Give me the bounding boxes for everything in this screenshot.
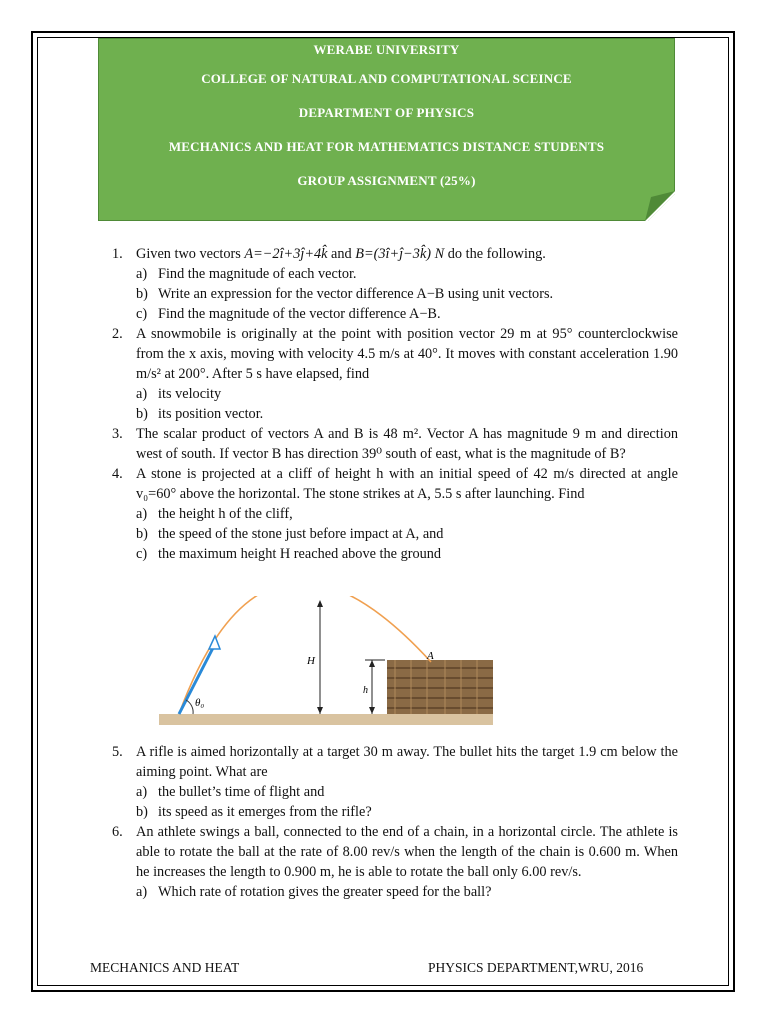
part-text: the height h of the cliff, bbox=[158, 506, 293, 522]
cliff-height-label: h bbox=[363, 685, 368, 696]
question-number: 4. bbox=[112, 466, 123, 482]
q1-part-b bbox=[112, 284, 678, 304]
question-3 bbox=[112, 424, 678, 464]
question-number: 5. bbox=[112, 744, 123, 760]
course-title: MECHANICS AND HEAT FOR MATHEMATICS DISTANCE STUDENTS bbox=[168, 139, 605, 154]
q1-and: and bbox=[327, 246, 356, 262]
question-5 bbox=[112, 742, 678, 782]
footer-right: PHYSICS DEPARTMENT,WRU, 2016 bbox=[428, 960, 644, 975]
q5-part-b bbox=[112, 802, 678, 822]
q1-text-end: do the following. bbox=[444, 246, 546, 262]
part-text: its velocity bbox=[158, 386, 222, 402]
part-label: b) bbox=[136, 804, 148, 820]
cliff bbox=[387, 660, 493, 714]
q5-part-a bbox=[112, 782, 678, 802]
university-name: WERABE UNIVERSITY bbox=[313, 42, 460, 57]
q4-part-b bbox=[112, 524, 678, 544]
part-text: Write an expression for the vector difference A−B using unit vectors. bbox=[158, 286, 554, 302]
ground bbox=[159, 714, 493, 725]
part-label: a) bbox=[136, 784, 148, 800]
assignment-title: GROUP ASSIGNMENT (25%) bbox=[297, 173, 476, 188]
banner-fold-corner bbox=[645, 191, 675, 221]
part-text: the maximum height H reached above the ground bbox=[158, 546, 442, 562]
question-number: 1. bbox=[112, 246, 123, 262]
question-4 bbox=[112, 464, 678, 504]
part-label: a) bbox=[136, 386, 148, 402]
q6-part-a bbox=[112, 882, 678, 902]
college-name: COLLEGE OF NATURAL AND COMPUTATIONAL SCEINCE bbox=[201, 71, 572, 86]
department-name: DEPARTMENT OF PHYSICS bbox=[298, 105, 475, 120]
q5-text: A rifle is aimed horizontally at a target 30 m away. The bullet hits the target 1.9 cm below the aiming point. What are bbox=[136, 744, 678, 780]
q1-part-a bbox=[112, 264, 678, 284]
part-label: a) bbox=[136, 884, 148, 900]
header-banner bbox=[98, 38, 675, 221]
part-text: its speed as it emerges from the rifle? bbox=[158, 804, 372, 820]
part-text: Which rate of rotation gives the greater speed for the ball? bbox=[158, 884, 492, 900]
question-1 bbox=[112, 244, 678, 264]
part-label: c) bbox=[136, 546, 148, 562]
angle-label: θ₀ bbox=[195, 697, 205, 709]
q6-text: An athlete swings a ball, connected to the end of a chain, in a horizontal circle. The athlete is able to rotate the ball at the rate of 8.00 rev/s when the length of the chain is 0.600 m. When he increases the length to 0.900 m, he is able to rotate the ball only 6.00 rev/s. bbox=[136, 824, 678, 880]
part-label: c) bbox=[136, 306, 148, 322]
max-height-label: H bbox=[307, 655, 315, 667]
q3-text: The scalar product of vectors A and B is 48 m². Vector A has magnitude 9 m and direction west of south. If vector B has direction 39⁰ south of east, what is the magnitude of B? bbox=[136, 426, 678, 462]
q4-text: A stone is projected at a cliff of height h with an initial speed of 42 m/s directed at angle v₀=60° above the horizontal. The stone strikes at A, 5.5 s after launching. Find bbox=[136, 466, 678, 502]
q2-text: A snowmobile is originally at the point with position vector 29 m at 95° counterclockwise from the x axis, moving with velocity 4.5 m/s at 40°. It moves with constant acceleration 1.90 m/s² at 200°. After 5 s have elapsed, find bbox=[136, 326, 678, 382]
question-number: 6. bbox=[112, 824, 123, 840]
max-height-marker bbox=[317, 600, 323, 714]
question-number: 3. bbox=[112, 426, 123, 442]
q4-part-a bbox=[112, 504, 678, 524]
impact-point-label: A bbox=[427, 650, 434, 662]
part-text: Find the magnitude of each vector. bbox=[158, 266, 357, 282]
banner-background bbox=[98, 38, 675, 221]
projectile-figure bbox=[155, 596, 495, 728]
vector-a-expression: A=−2î+3ĵ+4k̂ bbox=[244, 246, 328, 262]
q4-part-c bbox=[112, 544, 678, 564]
part-label: b) bbox=[136, 526, 148, 542]
vector-b-expression: B=(3î+ĵ−3k̂) N bbox=[355, 246, 445, 262]
q1-part-c bbox=[112, 304, 678, 324]
part-label: a) bbox=[136, 506, 148, 522]
q2-part-a bbox=[112, 384, 678, 404]
part-text: its position vector. bbox=[158, 406, 264, 422]
part-text: the speed of the stone just before impact at A, and bbox=[158, 526, 444, 542]
question-6 bbox=[112, 822, 678, 882]
part-label: a) bbox=[136, 266, 148, 282]
q2-part-b bbox=[112, 404, 678, 424]
part-label: b) bbox=[136, 406, 148, 422]
part-text: Find the magnitude of the vector difference A−B. bbox=[158, 306, 441, 322]
question-list bbox=[112, 244, 678, 902]
cliff-height-marker bbox=[365, 660, 385, 714]
angle-arc bbox=[186, 700, 193, 714]
q1-text: Given two vectors bbox=[136, 246, 245, 262]
part-label: b) bbox=[136, 286, 148, 302]
footer-left: MECHANICS AND HEAT bbox=[90, 960, 240, 975]
question-2 bbox=[112, 324, 678, 384]
question-number: 2. bbox=[112, 326, 123, 342]
part-text: the bullet’s time of flight and bbox=[158, 784, 325, 800]
